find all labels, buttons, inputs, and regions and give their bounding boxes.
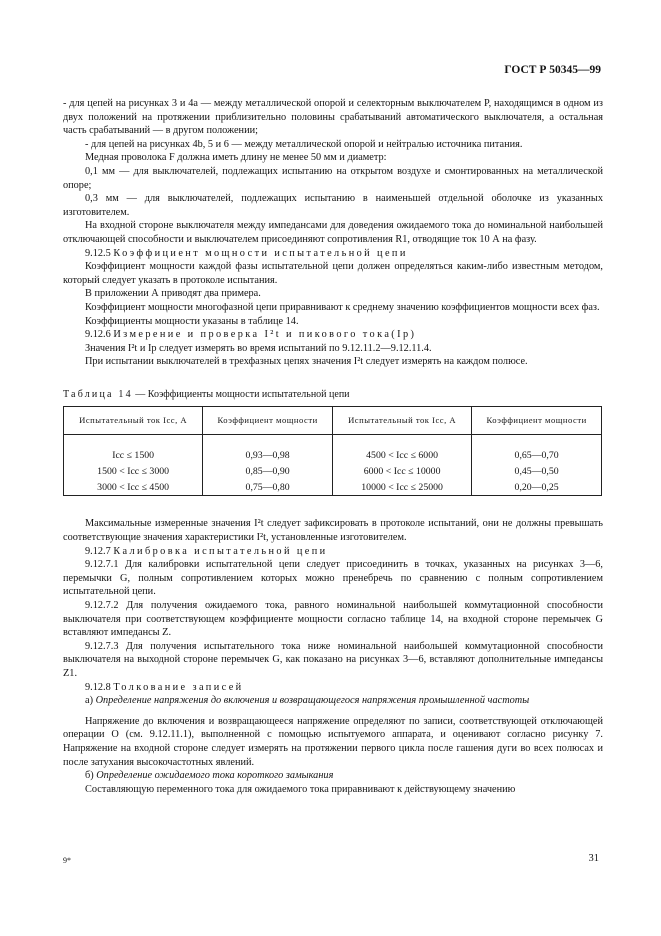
table-cell: 0,85—0,90 (203, 463, 333, 479)
table-row (64, 463, 602, 479)
paragraph-p18: Составляющую переменного тока для ожидаемого тока приравнивают к действующему значению (85, 783, 516, 795)
section-9-12-5-heading (63, 247, 603, 261)
table-cell: 0,45—0,50 (472, 463, 602, 479)
power-factor-table (63, 406, 602, 496)
page-number: 31 (588, 853, 599, 864)
table-cell: 6000 < Icc ≤ 10000 (332, 463, 471, 479)
section-title: Калибровка испытательной цепи (113, 545, 328, 557)
table-14-caption (63, 388, 603, 402)
section-9-12-8-heading (63, 681, 603, 695)
section-title: Измерение и проверка I²t и пикового тока(Ip) (113, 329, 417, 341)
table-header-cell: Испытательный ток Icc, А (64, 407, 203, 435)
table-cell: 4500 < Icc ≤ 6000 (332, 447, 471, 463)
paragraph-p10: Коэффициенты мощности указаны в таблице 14. (85, 315, 299, 327)
section-number: 9.12.7 (85, 545, 111, 557)
table-cell: 0,93—0,98 (203, 447, 333, 463)
paragraph-p4: 0,1 мм — для выключателей, подлежащих испытанию на открытом воздухе и смонтированных на металлической опоре; (63, 165, 603, 191)
table-cell: 3000 < Icc ≤ 4500 (64, 479, 203, 496)
item-letter: а) (85, 695, 93, 707)
paragraph-p17: Напряжение до включения и возвращающееся напряжение определяют по записи, соответствующей отключающей операции О (см. 9.12.11.1), выполненной с помощью испытуемого аппарата, и оценивают согласно рисунку 7. Напряжение на входной стороне следует измерять на протяжении первого цикла после гашения дуги во всех полюсах и после затухания высокочастотных явлений. (63, 715, 603, 768)
item-a (63, 694, 603, 708)
paragraph-p9: Коэффициент мощности многофазной цепи приравнивают к среднему значению коэффициентов мощности всех фаз. (85, 301, 600, 313)
table-caption-text: — Коэффициенты мощности испытательной цепи (132, 388, 350, 400)
section-9-12-6-heading (63, 328, 603, 342)
table-caption-label: Таблица 14 (63, 388, 133, 400)
table-cell: 0,65—0,70 (472, 447, 602, 463)
table-cell: 10000 < Icc ≤ 25000 (332, 479, 471, 496)
table-row (64, 479, 602, 496)
paragraph-p7: Коэффициент мощности каждой фазы испытательной цепи должен определяться каким-либо известным методом, который следует указать в протоколе испытания. (63, 261, 603, 286)
table-cell: Icc ≤ 1500 (64, 447, 203, 463)
paragraph-p1: - для цепей на рисунках 3 и 4а — между металлической опорой и селекторным выключателем P, находящимся в одном из двух положений на протяжении приблизительно половины срабатываний автоматического выключателя, а остальная часть срабатываний — в другом положении; (63, 98, 603, 137)
item-title: Определение ожидаемого тока короткого замыкания (96, 770, 334, 782)
paragraph-p12: При испытании выключателей в трехфазных цепях значения I²t следует измерять на каждом полюсе. (85, 356, 528, 368)
table-header-cell: Испытательный ток Icc, А (332, 407, 471, 435)
section-number: 9.12.6 (85, 329, 111, 341)
paragraph-p3: Медная проволока F должна иметь длину не менее 50 мм и диаметр: (85, 152, 387, 164)
sheet-mark: 9* (63, 856, 71, 865)
paragraph-p11: Значения I²t и Ip следует измерять во время испытаний по 9.12.11.2—9.12.11.4. (85, 342, 432, 354)
item-b (63, 769, 603, 783)
table-row (64, 447, 602, 463)
paragraph-p8: В приложении А приводят два примера. (85, 288, 261, 300)
page-content (63, 97, 603, 796)
paragraph-p16: 9.12.7.3 Для получения испытательного тока ниже номинальной наибольшей коммутационной способности выключателя на выходной стороне перемычек G, как показано на рисунках 3—6, вставляют дополнительные импедансы Z1. (63, 640, 603, 679)
table-header-cell: Коэффициент мощности (203, 407, 333, 435)
document-header: ГОСТ Р 50345—99 (504, 64, 601, 76)
paragraph-p14: 9.12.7.1 Для калибровки испытательной цепи следует присоединить в точках, указанных на рисунках 3—6, перемычки G, полным сопротивлением которых можно пренебречь по сравнению с полным сопротивлением испытательной цепи. (63, 559, 603, 598)
item-title: Определение напряжения до включения и возвращающегося напряжения промышленной частоты (95, 695, 530, 707)
section-title: Толкование записей (113, 681, 244, 693)
section-number: 9.12.5 (85, 247, 111, 259)
section-number: 9.12.8 (85, 681, 111, 693)
table-header-cell: Коэффициент мощности (472, 407, 602, 435)
table-cell: 1500 < Icc ≤ 3000 (64, 463, 203, 479)
paragraph-p13: Максимальные измеренные значения I²t следует зафиксировать в протоколе испытаний, они не должны превышать соответствующие значения характеристики I²t, установленные изготовителем. (63, 518, 603, 544)
paragraph-p15: 9.12.7.2 Для получения ожидаемого тока, равного номинальной наибольшей коммутационной способности выключателя при соответствующем коэффициенте мощности согласно таблице 14, на входной стороне перемычек G вставляют импедансы Z. (63, 600, 603, 639)
paragraph-p2: - для цепей на рисунках 4b, 5 и 6 — между металлической опорой и нейтралью источника питания. (85, 138, 523, 150)
section-9-12-7-heading (63, 545, 603, 559)
item-letter: б) (85, 770, 94, 782)
table-cell: 0,75—0,80 (203, 479, 333, 496)
paragraph-p5: 0,3 мм — для выключателей, подлежащих испытанию в наименьшей отдельной оболочке из указанных изготовителем. (63, 193, 603, 218)
paragraph-p6: На входной стороне выключателя между импедансами для доведения ожидаемого тока до номинальной наибольшей отключающей способности и выключателем присоединяют сопротивления R1, отводящие ток 10 А на фазу. (63, 220, 603, 245)
section-title: Коэффициент мощности испытательной цепи (113, 247, 408, 259)
table-cell: 0,20—0,25 (472, 479, 602, 496)
